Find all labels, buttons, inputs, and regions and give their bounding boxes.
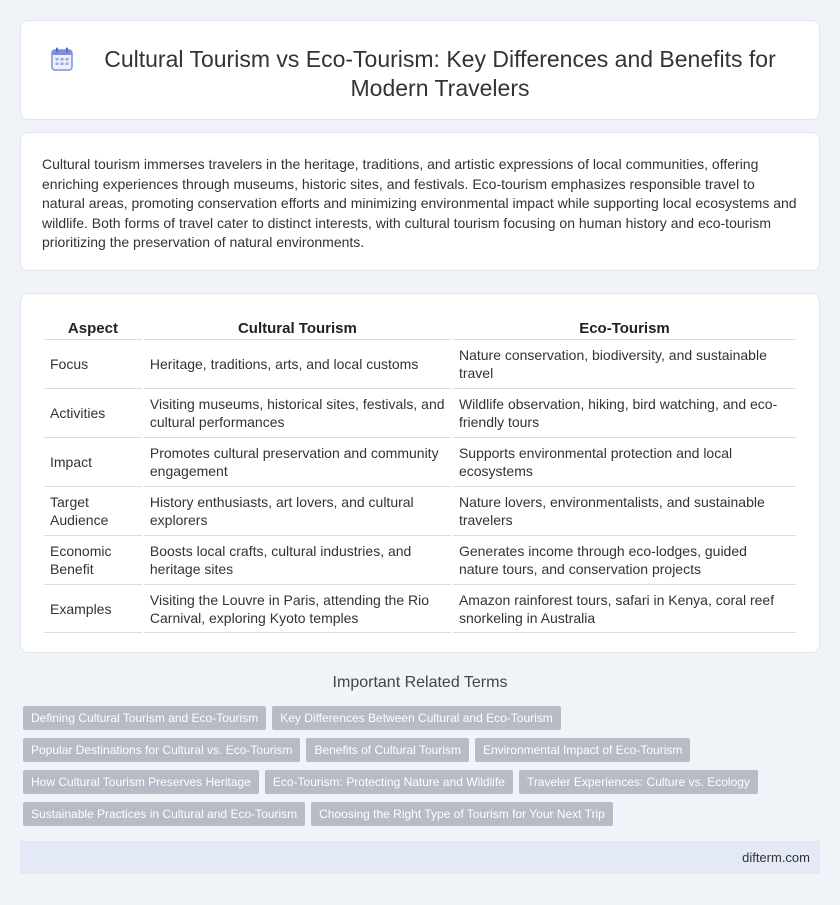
tag-row bbox=[23, 770, 803, 794]
tag-row bbox=[23, 802, 803, 826]
related-terms-list bbox=[23, 706, 803, 834]
row-aspect: Economic Benefit bbox=[44, 536, 142, 585]
row-aspect: Examples bbox=[44, 585, 142, 633]
intro-paragraph: Cultural tourism immerses travelers in the heritage, traditions, and artistic expressions of local communities, offering enriching experiences through museums, historic sites, and festivals. Eco-tourism emphasizes responsible travel to natural areas, promoting conservation efforts and minimizing environmental impact while supporting local ecosystems and wildlife. Both forms of travel cater to distinct interests, with cultural tourism focusing on human history and eco-tourism prioritizing the preservation of natural environments. bbox=[42, 156, 797, 251]
comparison-card bbox=[20, 293, 820, 653]
related-term-link[interactable]: Benefits of Cultural Tourism bbox=[306, 738, 469, 762]
row-cultural: Visiting museums, historical sites, festivals, and cultural performances bbox=[144, 389, 451, 438]
table-row bbox=[44, 585, 796, 633]
row-aspect: Focus bbox=[44, 340, 142, 389]
footer-site-link[interactable]: difterm.com bbox=[742, 850, 810, 865]
tag-row bbox=[23, 738, 803, 762]
related-term-link[interactable]: Choosing the Right Type of Tourism for Your Next Trip bbox=[311, 802, 613, 826]
row-aspect: Activities bbox=[44, 389, 142, 438]
row-cultural: Promotes cultural preservation and community engagement bbox=[144, 438, 451, 487]
related-term-link[interactable]: Key Differences Between Cultural and Eco-Tourism bbox=[272, 706, 561, 730]
row-eco: Nature conservation, biodiversity, and sustainable travel bbox=[453, 340, 796, 389]
row-cultural: Heritage, traditions, arts, and local customs bbox=[144, 340, 451, 389]
related-term-link[interactable]: Environmental Impact of Eco-Tourism bbox=[475, 738, 690, 762]
header-aspect: Aspect bbox=[44, 316, 142, 340]
row-cultural: Visiting the Louvre in Paris, attending the Rio Carnival, exploring Kyoto temples bbox=[144, 585, 451, 633]
table-row bbox=[44, 438, 796, 487]
table-row bbox=[44, 340, 796, 389]
related-term-link[interactable]: Eco-Tourism: Protecting Nature and Wildlife bbox=[265, 770, 513, 794]
row-eco: Generates income through eco-lodges, guided nature tours, and conservation projects bbox=[453, 536, 796, 585]
related-term-link[interactable]: Defining Cultural Tourism and Eco-Tourism bbox=[23, 706, 266, 730]
header-card bbox=[20, 20, 820, 120]
related-term-link[interactable]: Traveler Experiences: Culture vs. Ecology bbox=[519, 770, 758, 794]
intro-card bbox=[20, 132, 820, 271]
related-term-link[interactable]: Sustainable Practices in Cultural and Eco-Tourism bbox=[23, 802, 305, 826]
row-cultural: Boosts local crafts, cultural industries, and heritage sites bbox=[144, 536, 451, 585]
comparison-table bbox=[42, 316, 798, 633]
page-title bbox=[21, 45, 819, 103]
related-term-link[interactable]: Popular Destinations for Cultural vs. Eco-Tourism bbox=[23, 738, 300, 762]
page-title-text: Cultural Tourism vs Eco-Tourism: Key Differences and Benefits for Modern Travelers bbox=[104, 46, 776, 101]
row-aspect: Impact bbox=[44, 438, 142, 487]
footer-bar bbox=[20, 841, 820, 874]
tag-row bbox=[23, 706, 803, 730]
table-row bbox=[44, 389, 796, 438]
row-eco: Nature lovers, environmentalists, and sustainable travelers bbox=[453, 487, 796, 536]
table-header-row bbox=[44, 316, 796, 340]
header-eco-tourism: Eco-Tourism bbox=[453, 316, 796, 340]
row-eco: Amazon rainforest tours, safari in Kenya, coral reef snorkeling in Australia bbox=[453, 585, 796, 633]
related-terms-heading: Important Related Terms bbox=[332, 674, 508, 691]
row-eco: Supports environmental protection and local ecosystems bbox=[453, 438, 796, 487]
header-cultural-tourism: Cultural Tourism bbox=[144, 316, 451, 340]
related-term-link[interactable]: How Cultural Tourism Preserves Heritage bbox=[23, 770, 259, 794]
table-row bbox=[44, 536, 796, 585]
row-aspect: Target Audience bbox=[44, 487, 142, 536]
table-row bbox=[44, 487, 796, 536]
row-eco: Wildlife observation, hiking, bird watching, and eco-friendly tours bbox=[453, 389, 796, 438]
row-cultural: History enthusiasts, art lovers, and cultural explorers bbox=[144, 487, 451, 536]
